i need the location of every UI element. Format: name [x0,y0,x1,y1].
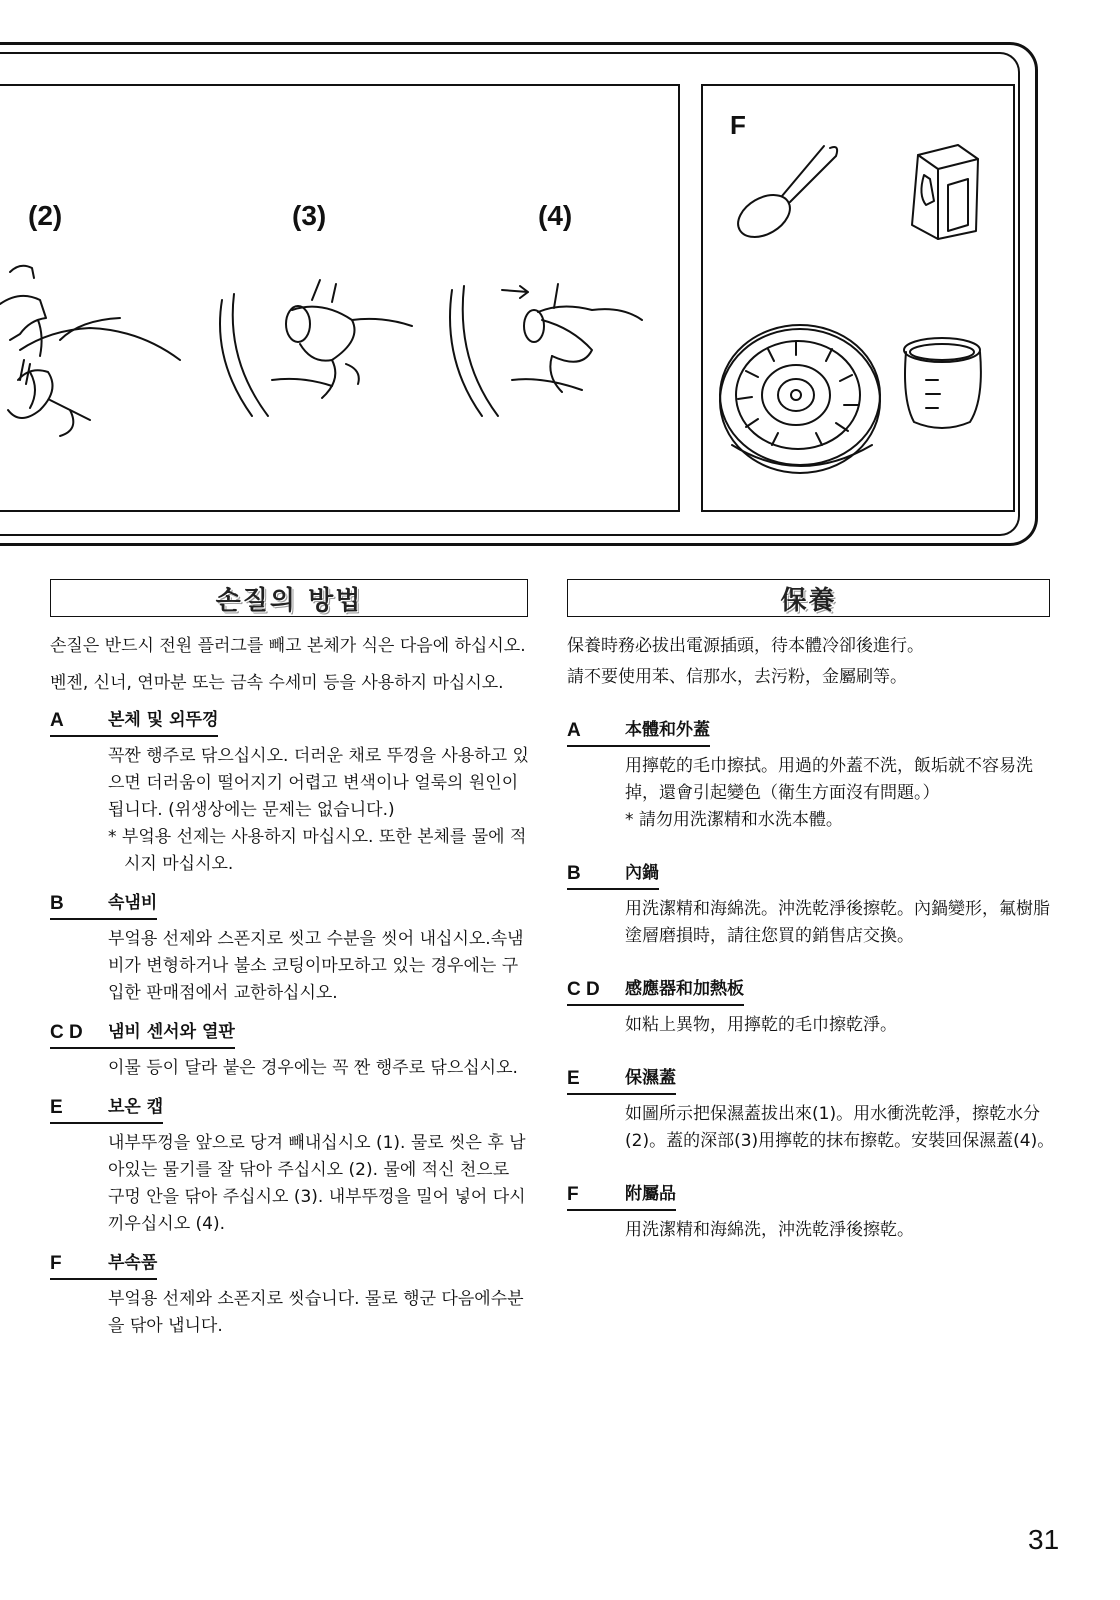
section-letter: A [567,717,625,747]
section-text: 用擰乾的毛巾擦拭。用過的外蓋不洗，飯垢就不容易洗掉，還會引起變色（衛生方面沒有問題。） [625,756,1033,803]
chinese-section-b-body [625,896,1055,950]
section-letter: F [567,1181,625,1211]
wiping-hole-illustration [212,280,432,420]
chinese-section-e-body [625,1101,1055,1155]
section-text: 부엌용 선제와 소폰지로 씻습니다. 물로 행군 다음에수분을 닦아 냅니다. [108,1289,524,1336]
korean-section-e-body [108,1130,530,1238]
section-letter: B [50,890,108,920]
chinese-section-f-body [625,1217,1055,1244]
step-label-3: (3) [292,200,327,231]
korean-section-b-title [50,890,530,920]
section-name: 感應器和加熱板 [625,976,744,1006]
section-letter: E [567,1065,625,1095]
korean-column [50,633,530,1352]
section-name: 本體和外蓋 [625,717,710,747]
chinese-section-cd-body [625,1012,1055,1039]
korean-section-a-body [108,743,530,878]
step-label-4: (4) [538,200,573,231]
chinese-section-b-title [567,860,1055,890]
inner-pot-icon [900,330,990,440]
section-note: * 부엌용 선제는 사용하지 마십시오. 또한 본체를 물에 적시지 마십시오. [108,827,527,874]
section-name: 본체 및 외뚜껑 [108,707,218,737]
section-text: 내부뚜껑을 앞으로 당겨 빼내십시오 (1). 물로 씻은 후 남아있는 물기를 잘 닦아 주십시오 (2). 물에 적신 천으로 구멍 안을 닦아 주십시오 (3). 내부뚜껑을 밀어 넣어 다시 끼우십시오 (4). [108,1133,526,1234]
chinese-section-f-title [567,1181,1055,1211]
chinese-section-cd-title [567,976,1055,1006]
section-letter: E [50,1094,108,1124]
section-letter: A [50,707,108,737]
section-text: 用洗潔精和海綿洗。沖洗乾淨後擦乾。內鍋變形，氟樹脂塗層磨損時，請往您買的銷售店交換。 [625,899,1050,946]
faucet-washing-illustration [0,260,190,440]
korean-section-a-title [50,707,530,737]
section-letter: C D [50,1019,108,1049]
korean-section-e-title [50,1094,530,1124]
reinserting-cap-illustration [442,280,662,420]
section-name: 附屬品 [625,1181,676,1211]
section-name: 냄비 센서와 열판 [108,1019,235,1049]
page-number: 31 [1028,1524,1060,1555]
section-letter: C D [567,976,625,1006]
korean-section-cd-body [108,1055,530,1082]
section-text: 用洗潔精和海綿洗，沖洗乾淨後擦乾。 [625,1220,914,1240]
section-note: * 請勿用洗潔精和水洗本體。 [625,810,843,830]
chinese-intro-1: 保養時務必拔出電源插頭，待本體冷卻後進行。 [567,636,924,656]
section-text: 꼭짠 행주로 닦으십시오. 더러운 채로 뚜껑을 사용하고 있으면 더러움이 떨어지기 어렵고 변색이나 얼룩의 원인이됩니다. (위생상에는 문제는 없습니다.) [108,746,529,820]
korean-section-heading: 손질의 방법 [50,579,528,617]
section-text: 부엌용 선제와 스폰지로 씻고 수분을 씻어 내십시오.속냄비가 변형하거나 불소 코팅이마모하고 있는 경우에는 구입한 판매점에서 교한하십시오. [108,929,524,1003]
section-text: 如粘上異物，用擰乾的毛巾擦乾淨。 [625,1015,897,1035]
section-name: 보온 캡 [108,1094,163,1124]
chinese-intro-2: 請不要使用苯、信那水，去污粉，金屬刷等。 [567,667,907,687]
section-name: 內鍋 [625,860,659,890]
measuring-cup-icon [898,135,988,245]
korean-section-b-body [108,926,530,1007]
section-text: 如圖所示把保濕蓋拔出來(1)。用水衝洗乾淨，擦乾水分(2)。蓋的深部(3)用擰乾的抹布擦乾。安裝回保濕蓋(4)。 [625,1104,1055,1151]
korean-section-f-title [50,1250,530,1280]
section-name: 保濕蓋 [625,1065,676,1095]
section-letter: F [50,1250,108,1280]
step-label-2: (2) [28,200,63,231]
section-text: 이물 등이 달라 붙은 경우에는 꼭 짠 행주로 닦으십시오. [108,1058,518,1078]
chinese-section-a-body [625,753,1055,834]
korean-intro-1: 손질은 반드시 전원 플러그를 빼고 본체가 식은 다음에 하십시오. [50,636,526,656]
chinese-section-heading: 保養 [567,579,1050,617]
korean-section-cd-title [50,1019,530,1049]
section-name: 속냄비 [108,890,157,920]
korean-intro-2: 벤젠, 신너, 연마분 또는 금속 수세미 등을 사용하지 마십시오. [50,673,504,693]
chinese-section-a-title [567,717,1055,747]
section-name: 부속품 [108,1250,157,1280]
section-letter: B [567,860,625,890]
korean-section-f-body [108,1286,530,1340]
chinese-column [567,633,1055,1252]
steam-basket-icon [712,315,892,495]
accessories-label: F [730,110,746,140]
chinese-section-e-title [567,1065,1055,1095]
rice-spoon-icon [730,140,850,240]
